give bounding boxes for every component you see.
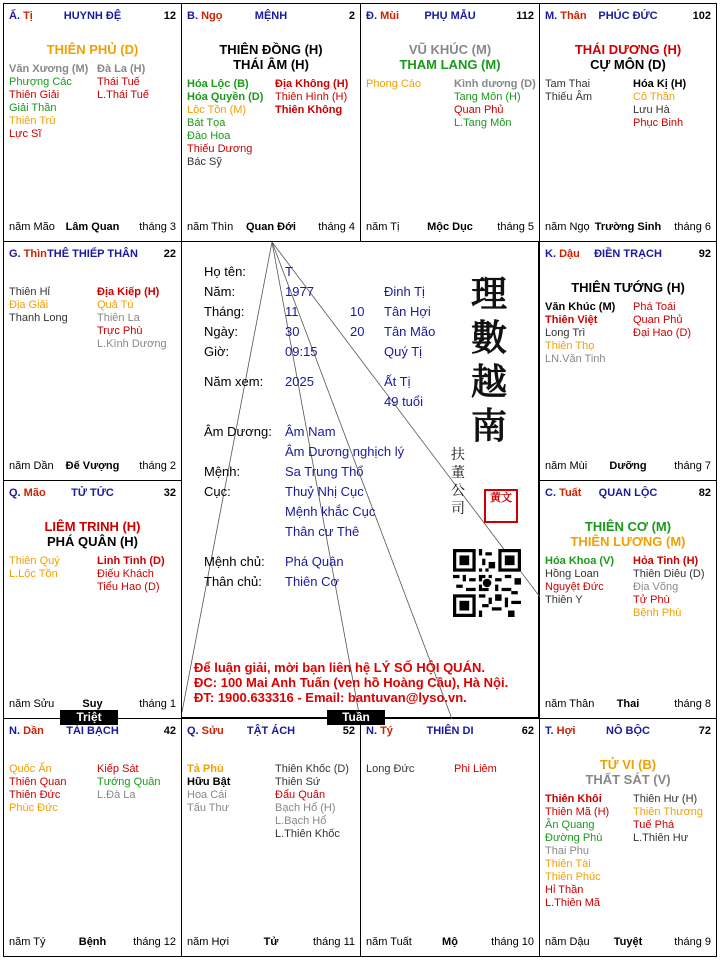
bad-stars-column [633,301,691,340]
logo-sub-char: 公 [451,483,465,499]
good-stars-column [545,555,614,607]
can-chi-thang: Tân Hợi [384,304,431,319]
main-star: TỬ VI (B) [599,757,657,772]
minor-star: L.Đà La [97,789,136,801]
life-stage: Mộc Dục [427,221,473,233]
minor-star: Thiên Việt [545,314,598,326]
logo-sub-char: 董 [451,465,465,481]
major-cycle-age: 112 [516,10,534,22]
minor-star: Thái Tuế [97,76,140,88]
minor-star: Thiếu Dương [187,143,253,155]
minor-star: Thiên Trù [9,115,56,127]
good-stars-column [9,555,60,581]
palace-header [366,725,534,739]
minor-star: Địa Võng [633,581,679,593]
branch-label: C. Tuất [545,487,582,499]
minor-star: Tướng Quân [97,776,161,788]
palace-name: TỬ TỨC [71,487,114,499]
minor-star: Nguyệt Đức [545,581,604,593]
life-stage: Tuyệt [613,936,643,948]
value-thang-am: 10 [350,304,365,319]
palace-header [545,248,711,262]
small-cycle-year: năm Dần [9,460,54,472]
label-menh: Mệnh: [204,464,241,479]
minor-star: Hữu Bật [187,776,231,788]
minor-star: Đẩu Quân [275,789,326,801]
minor-star: Thiên Sứ [275,776,321,788]
life-stage: Tử [263,936,279,948]
main-star: THÁI ÂM (H) [233,57,309,72]
minor-star: Bác Sỹ [187,156,222,168]
life-stage: Thai [616,698,640,710]
minor-star: Quan Phủ [454,104,504,116]
palace-name: PHÚC ĐỨC [598,10,658,22]
center-info-panel [181,241,539,718]
minor-star: Địa Không (H) [275,78,349,90]
small-cycle-year: năm Thân [545,698,595,710]
month-marker: tháng 1 [139,698,176,710]
good-stars-column [545,301,615,366]
small-cycle-year: năm Hợi [187,936,230,948]
minor-star: Phúc Đức [9,802,58,814]
main-star: CỰ MÔN (D) [590,57,666,72]
palace-name: NÔ BỘC [606,725,650,737]
life-stage: Bệnh [78,936,107,948]
small-cycle-year: năm Mão [9,221,55,233]
value-ngay: 30 [285,324,300,339]
branch-label: N. Tý [366,725,393,737]
minor-star: Thiên Thương [633,806,704,818]
minor-star: Hỏa Tinh (H) [633,555,699,567]
bad-stars-column [97,763,161,802]
minor-star: Kình dương (D) [454,78,536,90]
month-marker: tháng 8 [674,698,711,710]
bad-stars-column [454,763,497,776]
palace-header [9,725,176,739]
palace-footer [9,460,176,474]
palace-name: MỆNH [254,10,288,22]
label-than-chu: Thân chủ: [204,574,262,589]
bad-stars-column [97,555,165,594]
logo-sub-char: 扶 [451,447,465,463]
branch-label: G. Thìn [9,248,47,260]
small-cycle-year: năm Mùi [545,460,588,472]
minor-star: Long Trì [545,327,586,339]
contact-phone-email[interactable]: ĐT: 1900.633316 - Email: bantuvan@lyso.vn. [194,690,467,705]
month-marker: tháng 12 [133,936,176,948]
life-stage: Mộ [442,936,458,948]
major-cycle-age: 92 [698,248,711,260]
major-cycle-age: 32 [163,487,176,499]
minor-star: Tấu Thư [187,802,230,814]
minor-star: Tả Phù [187,763,224,775]
small-cycle-year: năm Sửu [9,698,55,710]
major-cycle-age: 62 [521,725,534,737]
main-star: THIÊN ĐỒNG (H) [219,42,323,57]
tuan-marker: Tuần [327,710,385,725]
minor-star: L.Kình Dương [97,338,167,350]
value-thang: 11 [285,304,299,319]
good-stars-column [366,763,414,776]
can-chi-nam-xem: Ất Tị [384,374,411,389]
minor-star: L.Bạch Hổ [275,815,327,827]
minor-star: Đường Phù [545,832,603,844]
minor-star: Thiên Hình (H) [275,91,348,103]
branch-label: Q. Sửu [187,725,224,737]
logo-char: 南 [471,405,508,447]
minor-star: Ân Quang [545,819,595,831]
minor-star: Quả Tú [97,299,134,311]
minor-star: Thiên Quý [9,555,60,567]
palace-name: HUYNH ĐỆ [63,10,122,22]
small-cycle-year: năm Dậu [545,936,590,948]
major-cycle-age: 22 [163,248,176,260]
cell-hoi [539,718,717,957]
main-stars [540,519,716,549]
label-am-duong: Âm Dương: [204,424,272,439]
value-than-cu: Thân cư Thê [285,524,360,539]
can-chi-gio: Quý Tị [384,344,423,359]
value-am-duong-ly: Âm Dương nghịch lý [285,444,405,459]
minor-star: Bát Tọa [187,117,226,129]
main-star: LIÊM TRINH (H) [44,519,141,534]
value-ngay-am: 20 [350,324,365,339]
value-nam-xem: 2025 [285,374,314,389]
life-stage: Trường Sinh [594,221,662,233]
minor-star: Thiên La [97,312,140,324]
small-cycle-year: năm Tuất [366,936,412,948]
good-stars-column [545,78,592,104]
minor-star: Bạch Hổ (H) [275,802,336,814]
minor-star: Thiên Giải [9,89,60,101]
value-gio: 09:15 [285,344,318,359]
palace-header [9,10,176,24]
branch-label: N. Dần [9,725,44,737]
palace-name: TẬT ÁCH [246,725,296,737]
triet-marker: Triệt [60,710,118,725]
bad-stars-column [97,63,149,102]
main-star: PHÁ QUÂN (H) [47,534,138,549]
bad-stars-column [275,78,348,117]
minor-star: L.Thiên Khốc [275,828,340,840]
small-cycle-year: năm Thìn [187,221,234,233]
minor-star: Tuế Phá [633,819,675,831]
minor-star: Hỉ Thần [545,884,584,896]
month-marker: tháng 5 [497,221,534,233]
minor-star: Quan Phủ [633,314,683,326]
branch-label: B. Ngọ [187,10,223,22]
palace-footer [366,221,534,235]
minor-star: Thiên Thọ [545,340,595,352]
can-chi-nam: Đinh Tị [384,284,425,299]
palace-header [545,10,711,24]
cell-dan [3,718,182,957]
minor-star: Lộc Tồn (M) [187,104,247,116]
main-stars [540,42,716,72]
cell-mui [360,3,540,242]
life-stage: Lâm Quan [65,221,120,233]
value-cuc: Thuỷ Nhị Cục [285,484,364,499]
minor-star: Tam Thai [545,78,591,90]
cell-mao [3,480,182,719]
minor-star: Tử Phù [633,594,670,606]
minor-star: Lực Sĩ [9,128,42,140]
small-cycle-year: năm Ngọ [545,221,590,233]
main-stars [540,757,716,787]
value-nam: 1977 [285,284,314,299]
cell-tuat [539,480,717,719]
palace-footer [545,936,711,950]
minor-star: Thai Phụ [545,845,590,857]
logo-subtext [451,446,469,518]
contact-info [194,660,534,705]
value-than-chu: Thiên Cơ [285,574,340,589]
label-ho-ten: Họ tên: [204,264,246,279]
good-stars-column [187,78,263,169]
cell-ty2 [360,718,540,957]
good-stars-column [9,286,68,325]
main-star: THAM LANG (M) [399,57,501,72]
month-marker: tháng 4 [318,221,355,233]
minor-star: Bệnh Phù [633,607,682,619]
good-stars-column [9,63,88,141]
minor-star: Hóa Lộc (B) [187,78,249,90]
minor-star: Thiên Diêu (D) [633,568,705,580]
minor-star: Phi Liêm [454,763,497,775]
minor-star: Phượng Các [9,76,72,88]
good-stars-column [9,763,66,815]
minor-star: LN.Văn Tinh [545,353,606,365]
minor-star: Địa Kiếp (H) [97,286,160,298]
logo-char: 理 [471,273,508,315]
life-stage: Dưỡng [609,460,647,472]
minor-star: Thiên Mã (H) [545,806,610,818]
minor-star: Hóa Kị (H) [633,78,687,90]
palace-header [545,487,711,501]
minor-star: Linh Tinh (D) [97,555,165,567]
value-menh-chu: Phá Quân [285,554,344,569]
palace-footer [545,460,711,474]
minor-star: Giải Thần [9,102,57,114]
minor-star: Hoa Cái [187,789,227,801]
minor-star: Thiên Y [545,594,583,606]
label-cuc: Cục: [204,484,231,499]
minor-star: Kiếp Sát [97,763,139,775]
logo-char: 越 [471,361,508,403]
major-cycle-age: 42 [163,725,176,737]
minor-star: Thiên Phúc [545,871,601,883]
palace-name: THÊ THIẾP THÂN [47,248,138,260]
branch-label: M. Thân [545,10,587,22]
major-cycle-age: 72 [698,725,711,737]
palace-footer [545,698,711,712]
small-cycle-year: năm Tị [366,221,400,233]
palace-name: QUAN LỘC [598,487,658,499]
minor-star: L.Tang Môn [454,117,512,129]
palace-header [187,10,355,24]
palace-header [187,725,355,739]
minor-star: Hồng Loan [545,568,599,580]
main-stars [182,42,360,72]
minor-star: Thiên Khốc (D) [275,763,349,775]
main-star: THIÊN PHỦ (D) [46,42,139,57]
minor-star: Thanh Long [9,312,68,324]
minor-star: Thiên Hư (H) [633,793,698,805]
value-menh: Sa Trung Thổ [285,464,364,479]
value-tuoi: 49 tuổi [384,394,424,409]
month-marker: tháng 7 [674,460,711,472]
month-marker: tháng 9 [674,936,711,948]
minor-star: Tang Môn (H) [454,91,521,103]
month-marker: tháng 6 [674,221,711,233]
bad-stars-column [633,555,705,620]
value-am-duong: Âm Nam [285,424,336,439]
palace-footer [545,221,711,235]
good-stars-column [545,793,609,910]
cell-than [539,3,717,242]
bad-stars-column [454,78,536,130]
minor-star: Văn Khúc (M) [545,301,616,313]
major-cycle-age: 82 [698,487,711,499]
branch-label: Ấ. Tị [9,10,33,22]
main-star: THIÊN LƯƠNG (M) [570,534,686,549]
main-star: THẤT SÁT (V) [585,772,671,787]
palace-header [366,10,534,24]
minor-star: Văn Xương (M) [9,63,89,75]
branch-label: K. Dậu [545,248,580,260]
minor-star: Thiên Quan [9,776,67,788]
minor-star: Đại Hao (D) [633,327,692,339]
month-marker: tháng 2 [139,460,176,472]
good-stars-column [187,763,230,815]
main-stars [361,42,539,72]
branch-label: Đ. Mùi [366,10,400,22]
label-thang: Tháng: [204,304,245,319]
palace-header [545,725,711,739]
minor-star: Thiên Hỉ [9,286,50,298]
bad-stars-column [633,793,703,845]
minor-star: Địa Giải [9,299,49,311]
palace-name: ĐIỀN TRẠCH [594,248,662,260]
main-star: THIÊN TƯỚNG (H) [571,280,685,295]
branch-label: T. Hợi [545,725,576,737]
can-chi-ngay: Tân Mão [384,324,436,339]
minor-star: Tiểu Hao (D) [97,581,160,593]
month-marker: tháng 11 [312,936,355,948]
minor-star: Đào Hoa [187,130,231,142]
life-stage: Đế Vượng [65,460,120,472]
contact-line: Để luận giải, mời bạn liên hệ LÝ SỐ HỘI QUÁN. [194,660,485,675]
branch-label: Q. Mão [9,487,46,499]
main-stars [4,42,181,57]
minor-star: Thiên Không [275,104,343,116]
minor-star: Điếu Khách [97,568,154,580]
cell-ngo [181,3,361,242]
main-star: VŨ KHÚC (M) [408,42,492,57]
minor-star: Long Đức [366,763,415,775]
minor-star: Hóa Khoa (V) [545,555,615,567]
cell-dau [539,241,717,481]
red-seal-stamp: 黄文 [484,489,518,523]
palace-header [9,487,176,501]
good-stars-column [366,78,421,91]
value-ho-ten: T [285,264,293,279]
palace-footer [187,936,355,950]
minor-star: Trực Phù [97,325,143,337]
logo-char: 數 [471,317,508,359]
logo-sub-char: 司 [451,501,465,517]
bad-stars-column [97,286,167,351]
cell-thin [3,241,182,481]
month-marker: tháng 3 [139,221,176,233]
bad-stars-column [633,78,686,130]
main-star: THIÊN CƠ (M) [584,519,672,534]
value-cuc-relation: Mệnh khắc Cục [285,504,376,519]
label-nam: Năm: [204,284,236,299]
month-marker: tháng 10 [491,936,534,948]
minor-star: Thiên Đức [9,789,61,801]
label-nam-xem: Năm xem: [204,374,264,389]
label-ngay: Ngày: [204,324,238,339]
major-cycle-age: 2 [348,10,355,22]
minor-star: Phục Binh [633,117,684,129]
minor-star: Thiên Khôi [545,793,602,805]
main-stars [540,280,716,295]
minor-star: Thiên Tài [545,858,591,870]
main-star: THÁI DƯƠNG (H) [574,42,682,57]
cell-ty [3,3,182,242]
palace-footer [187,221,355,235]
label-menh-chu: Mệnh chủ: [204,554,265,569]
palace-name: PHỤ MẪU [424,10,476,22]
life-stage: Suy [82,698,103,710]
major-cycle-age: 12 [163,10,176,22]
cell-suu [181,718,361,957]
minor-star: Lưu Hà [633,104,670,116]
minor-star: Hóa Quyền (D) [187,91,264,103]
minor-star: L.Thiên Hư [633,832,689,844]
minor-star: L.Lộc Tồn [9,568,58,580]
life-stage: Quan Đới [246,221,296,233]
major-cycle-age: 102 [692,10,711,22]
palace-header [9,248,176,262]
minor-star: Phá Toái [633,301,676,313]
minor-star: Quốc Ấn [9,763,52,775]
contact-address: ĐC: 100 Mai Anh Tuấn (ven hồ Hoàng Cầu), Hà Nội. [194,675,509,690]
minor-star: L.Thiên Mã [545,897,601,909]
major-cycle-age: 52 [342,725,355,737]
minor-star: L.Thái Tuế [97,89,149,101]
palace-name: THIÊN DI [426,725,474,737]
minor-star: Phong Cáo [366,78,422,90]
bad-stars-column [275,763,349,841]
minor-star: Đà La (H) [97,63,146,75]
palace-footer [366,936,534,950]
minor-star: Thiếu Âm [545,91,593,103]
minor-star: Cô Thần [633,91,675,103]
main-stars [4,519,181,549]
palace-footer [9,221,176,235]
palace-name: TÀI BẠCH [66,725,119,737]
calligraphy-logo [471,272,531,448]
palace-footer [9,936,176,950]
label-gio: Giờ: [204,344,230,359]
small-cycle-year: năm Tý [9,936,46,948]
qr-code-icon[interactable] [453,549,521,617]
